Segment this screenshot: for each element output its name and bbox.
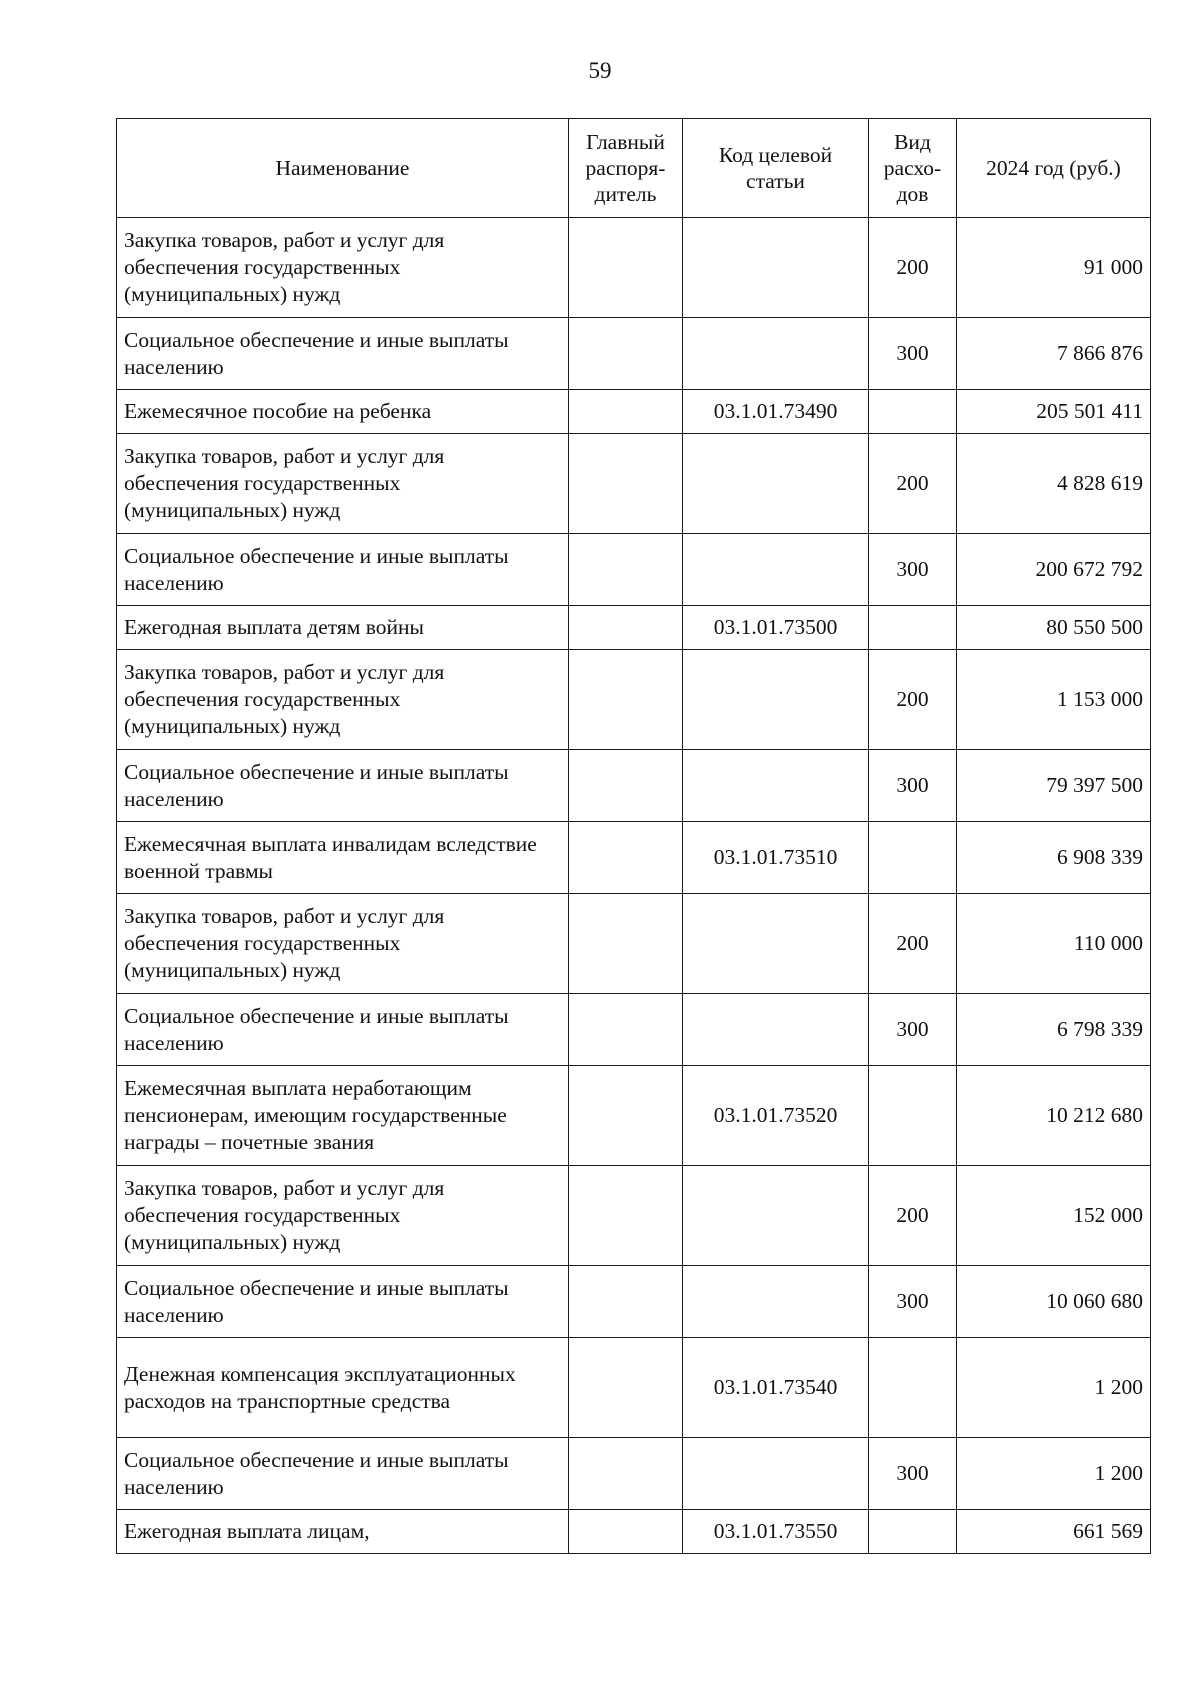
cell-amount: 10 060 680 [957, 1266, 1151, 1338]
cell-expense-type [869, 822, 957, 894]
cell-amount: 1 200 [957, 1338, 1151, 1438]
table-row [117, 1510, 1151, 1554]
cell-target-code: 03.1.01.73510 [683, 822, 869, 894]
cell-name: Социальное обеспечение и иные выплаты населению [117, 1266, 569, 1338]
table-body [117, 218, 1151, 1554]
cell-target-code [683, 1266, 869, 1338]
table-row [117, 650, 1151, 750]
cell-main-admin [569, 1438, 683, 1510]
cell-target-code [683, 1438, 869, 1510]
table-row [117, 534, 1151, 606]
table-row [117, 994, 1151, 1066]
cell-main-admin [569, 534, 683, 606]
cell-amount: 661 569 [957, 1510, 1151, 1554]
cell-target-code [683, 434, 869, 534]
cell-target-code: 03.1.01.73490 [683, 390, 869, 434]
cell-name: Денежная компенсация эксплуатационных расходов на транспортные средства [117, 1338, 569, 1438]
cell-expense-type [869, 390, 957, 434]
cell-name: Закупка товаров, работ и услуг для обеспечения государственных (муниципальных) нужд [117, 218, 569, 318]
table-row [117, 1066, 1151, 1166]
cell-target-code [683, 1166, 869, 1266]
cell-name: Социальное обеспечение и иные выплаты населению [117, 1438, 569, 1510]
cell-amount: 79 397 500 [957, 750, 1151, 822]
table-row [117, 822, 1151, 894]
cell-amount: 7 866 876 [957, 318, 1151, 390]
table-row [117, 434, 1151, 534]
table-row [117, 1166, 1151, 1266]
table-row [117, 1438, 1151, 1510]
cell-expense-type: 200 [869, 434, 957, 534]
cell-amount: 205 501 411 [957, 390, 1151, 434]
cell-main-admin [569, 1510, 683, 1554]
cell-main-admin [569, 218, 683, 318]
cell-amount: 110 000 [957, 894, 1151, 994]
cell-target-code [683, 894, 869, 994]
cell-target-code [683, 750, 869, 822]
cell-expense-type: 200 [869, 894, 957, 994]
cell-main-admin [569, 318, 683, 390]
cell-name: Закупка товаров, работ и услуг для обеспечения государственных (муниципальных) нужд [117, 434, 569, 534]
cell-main-admin [569, 606, 683, 650]
cell-expense-type: 200 [869, 1166, 957, 1266]
cell-name: Социальное обеспечение и иные выплаты населению [117, 318, 569, 390]
cell-name: Ежемесячное пособие на ребенка [117, 390, 569, 434]
cell-expense-type [869, 1338, 957, 1438]
cell-target-code [683, 994, 869, 1066]
cell-name: Ежегодная выплата лицам, [117, 1510, 569, 1554]
cell-target-code: 03.1.01.73500 [683, 606, 869, 650]
cell-amount: 6 798 339 [957, 994, 1151, 1066]
cell-target-code [683, 534, 869, 606]
cell-main-admin [569, 994, 683, 1066]
table-row [117, 390, 1151, 434]
cell-name: Закупка товаров, работ и услуг для обеспечения государственных (муниципальных) нужд [117, 1166, 569, 1266]
cell-amount: 80 550 500 [957, 606, 1151, 650]
cell-main-admin [569, 650, 683, 750]
cell-expense-type: 300 [869, 1438, 957, 1510]
cell-name: Ежемесячная выплата инвалидам вследствие военной травмы [117, 822, 569, 894]
cell-expense-type: 200 [869, 650, 957, 750]
table-row [117, 1266, 1151, 1338]
table-header-row [117, 119, 1151, 218]
header-name: Наименование [117, 119, 569, 218]
cell-main-admin [569, 390, 683, 434]
cell-name: Социальное обеспечение и иные выплаты населению [117, 534, 569, 606]
table-row [117, 750, 1151, 822]
header-main-admin: Главный распоря-дитель [569, 119, 683, 218]
cell-amount: 4 828 619 [957, 434, 1151, 534]
cell-amount: 1 200 [957, 1438, 1151, 1510]
table-row [117, 606, 1151, 650]
cell-expense-type [869, 1066, 957, 1166]
cell-main-admin [569, 1166, 683, 1266]
header-amount-2024: 2024 год (руб.) [957, 119, 1151, 218]
cell-target-code [683, 650, 869, 750]
page-number: 59 [588, 58, 612, 83]
cell-expense-type: 300 [869, 750, 957, 822]
cell-target-code: 03.1.01.73540 [683, 1338, 869, 1438]
table-row [117, 218, 1151, 318]
cell-expense-type: 200 [869, 218, 957, 318]
cell-main-admin [569, 1266, 683, 1338]
budget-table [116, 118, 1151, 1554]
header-target-code: Код целевой статьи [683, 119, 869, 218]
cell-name: Социальное обеспечение и иные выплаты населению [117, 750, 569, 822]
cell-name: Закупка товаров, работ и услуг для обеспечения государственных (муниципальных) нужд [117, 894, 569, 994]
cell-target-code [683, 218, 869, 318]
cell-amount: 6 908 339 [957, 822, 1151, 894]
cell-name: Ежегодная выплата детям войны [117, 606, 569, 650]
cell-expense-type [869, 1510, 957, 1554]
cell-expense-type: 300 [869, 1266, 957, 1338]
cell-expense-type [869, 606, 957, 650]
cell-target-code [683, 318, 869, 390]
cell-amount: 91 000 [957, 218, 1151, 318]
cell-main-admin [569, 1338, 683, 1438]
cell-name: Закупка товаров, работ и услуг для обеспечения государственных (муниципальных) нужд [117, 650, 569, 750]
header-expense-type: Вид расхо-дов [869, 119, 957, 218]
cell-name: Ежемесячная выплата неработающим пенсионерам, имеющим государственные награды – почетные звания [117, 1066, 569, 1166]
cell-main-admin [569, 1066, 683, 1166]
table-row [117, 1338, 1151, 1438]
table-row [117, 318, 1151, 390]
cell-target-code: 03.1.01.73520 [683, 1066, 869, 1166]
cell-target-code: 03.1.01.73550 [683, 1510, 869, 1554]
cell-main-admin [569, 434, 683, 534]
table-row [117, 894, 1151, 994]
cell-name: Социальное обеспечение и иные выплаты населению [117, 994, 569, 1066]
cell-amount: 152 000 [957, 1166, 1151, 1266]
cell-expense-type: 300 [869, 994, 957, 1066]
cell-main-admin [569, 822, 683, 894]
cell-expense-type: 300 [869, 318, 957, 390]
cell-expense-type: 300 [869, 534, 957, 606]
cell-amount: 200 672 792 [957, 534, 1151, 606]
cell-main-admin [569, 894, 683, 994]
cell-amount: 1 153 000 [957, 650, 1151, 750]
cell-main-admin [569, 750, 683, 822]
cell-amount: 10 212 680 [957, 1066, 1151, 1166]
